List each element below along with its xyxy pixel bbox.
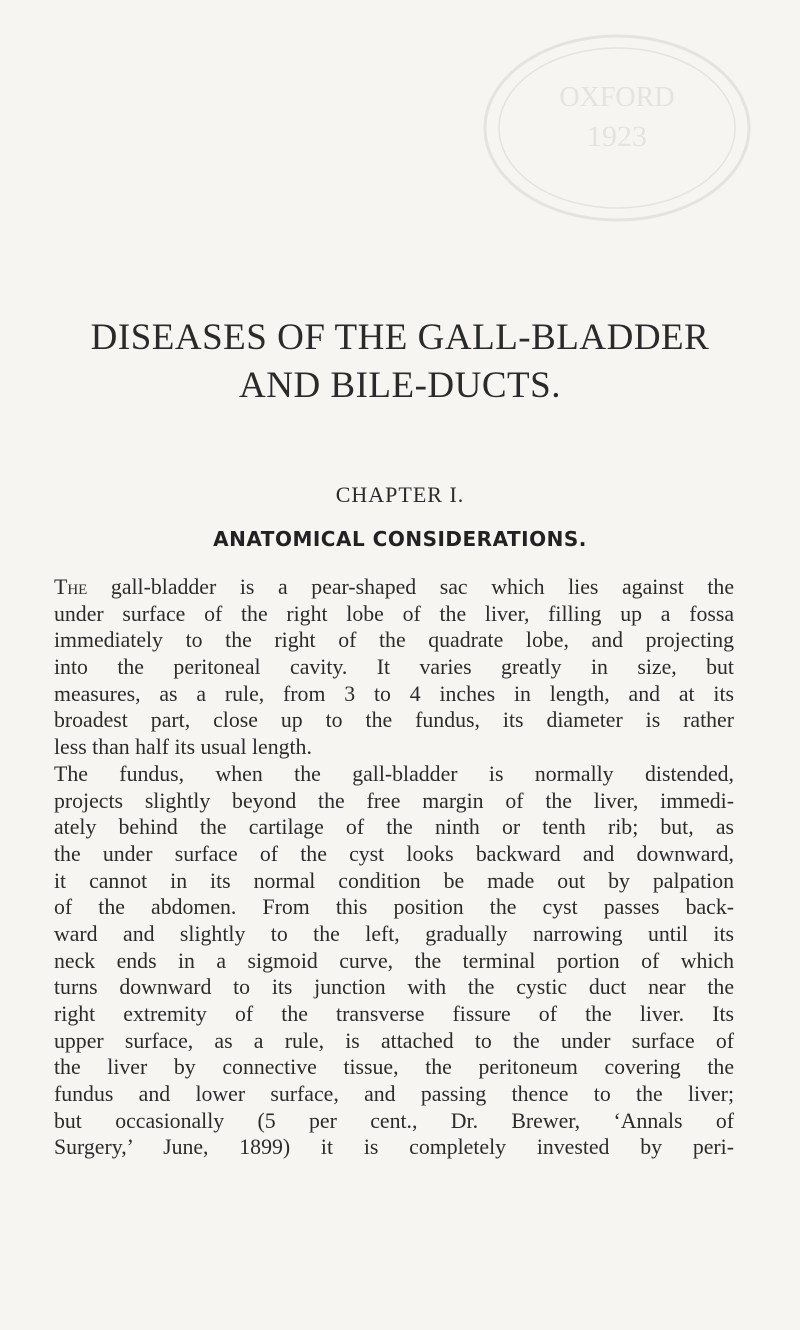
library-stamp-watermark — [478, 28, 756, 228]
paragraph-2-line-5: it cannot in its normal condition be made out by palpation — [54, 868, 734, 893]
book-title — [0, 314, 800, 410]
paragraph-2-line-9: turns downward to its junction with the cystic duct near the — [54, 975, 734, 1000]
stamp-text-year: 1923 — [587, 120, 647, 153]
paragraph-2-line-7: ward and slightly to the left, gradually narrowing until its — [54, 921, 734, 946]
paragraph-2-line-15: Surgery,’ June, 1899) it is completely invested by peri- — [54, 1135, 734, 1160]
paragraph-1-line-6: broadest part, close up to the fundus, its diameter is rather — [54, 708, 734, 733]
paragraph-1-line-5: measures, as a rule, from 3 to 4 inches in length, and at its — [54, 681, 734, 706]
paragraph-2-line-4: the under surface of the cyst looks backward and downward, — [54, 841, 734, 866]
paragraph-2-line-3: ately behind the cartilage of the ninth or tenth rib; but, as — [54, 815, 734, 840]
paragraph-2-line-2: projects slightly beyond the free margin of the liver, immedi- — [54, 788, 734, 813]
paragraph-1-line-4: into the peritoneal cavity. It varies greatly in size, but — [54, 655, 734, 680]
book-title-line-1: DISEASES OF THE GALL-BLADDER — [90, 317, 710, 358]
paragraph-2 — [54, 761, 734, 1161]
paragraph-2-line-8: neck ends in a sigmoid curve, the terminal portion of which — [54, 948, 734, 973]
paragraph-2-line-1: The fundus, when the gall-bladder is normally distended, — [54, 761, 734, 786]
paragraph-2-line-13: fundus and lower surface, and passing thence to the liver; — [54, 1082, 734, 1107]
paragraph-2-line-12: the liver by connective tissue, the peritoneum covering the — [54, 1055, 734, 1080]
stamp-text-top: OXFORD — [559, 82, 675, 113]
body-text — [54, 574, 734, 1161]
paragraph-2-line-11: upper surface, as a rule, is attached to the under surface of — [54, 1028, 734, 1053]
paragraph-1 — [54, 574, 734, 761]
paragraph-1-first-word: The — [54, 575, 88, 599]
paragraph-1-line-2: under surface of the right lobe of the liver, filling up a fossa — [54, 601, 734, 626]
book-title-line-2: AND BILE-DUCTS. — [239, 365, 561, 406]
paragraph-1-line-3: immediately to the right of the quadrate lobe, and projecting — [54, 628, 734, 653]
paragraph-2-line-10: right extremity of the transverse fissure of the liver. Its — [54, 1002, 734, 1026]
paragraph-1-line-1: The gall-bladder is a pear-shaped sac which lies against the — [54, 575, 734, 599]
paragraph-1-line-7: less than half its usual length. — [54, 735, 312, 760]
section-heading: ANATOMICAL CONSIDERATIONS. — [213, 527, 587, 551]
chapter-heading: CHAPTER I. — [335, 482, 465, 507]
paragraph-2-line-14: but occasionally (5 per cent., Dr. Brewer, ‘Annals of — [54, 1108, 734, 1133]
paragraph-2-line-6: of the abdomen. From this position the cyst passes back- — [54, 895, 734, 920]
